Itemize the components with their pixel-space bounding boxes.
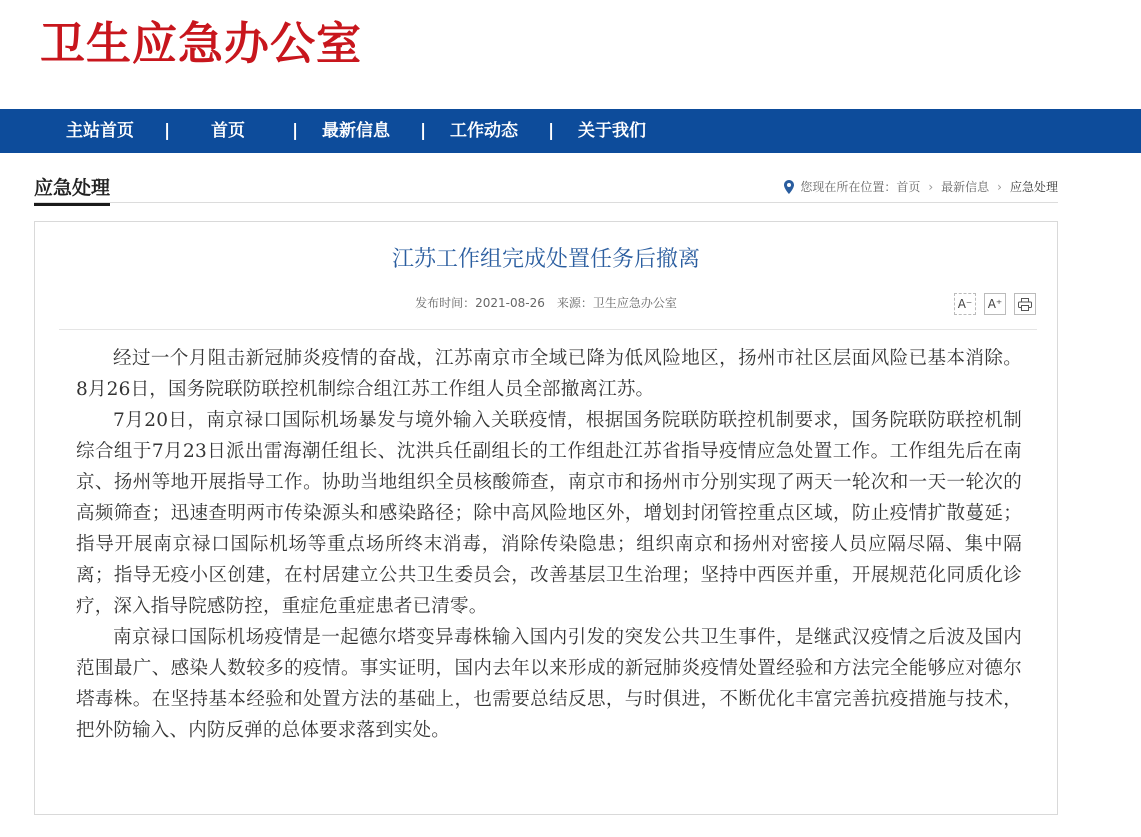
font-larger-button[interactable] — [984, 293, 1006, 315]
breadcrumb-current: 应急处理 — [1009, 180, 1058, 194]
article-body — [76, 343, 1022, 746]
breadcrumb-chevron-icon: › — [928, 179, 934, 194]
breadcrumb-link-home[interactable]: 首页 — [896, 180, 921, 194]
nav-item-home[interactable]: 首页 — [211, 121, 245, 141]
font-larger-icon: A⁺ — [987, 297, 1003, 311]
nav-item-main-home[interactable]: 主站首页 — [66, 121, 134, 141]
print-button[interactable] — [1014, 293, 1036, 315]
publish-date-label: 发布时间： — [415, 296, 476, 310]
article-container — [34, 221, 1058, 815]
article-title: 江苏工作组完成处置任务后撤离 — [391, 247, 700, 272]
article-paragraph: 经过一个月阻击新冠肺炎疫情的奋战，江苏南京市全域已降为低风险地区，扬州市社区层面风险已基本消除。8月26日，国务院联防联控机制综合组江苏工作组人员全部撤离江苏。 — [76, 348, 1022, 400]
main-nav — [0, 109, 1141, 153]
nav-list: 主站首页 | 首页 | 最新信息 | 工作动态 | 关于我们 — [36, 109, 676, 153]
printer-icon — [1018, 298, 1032, 311]
breadcrumb — [784, 178, 1058, 195]
nav-item-about-us[interactable]: 关于我们 — [578, 121, 646, 141]
site-logo[interactable]: 卫生应急办公室 — [40, 17, 363, 70]
source-value: 卫生应急办公室 — [592, 296, 677, 310]
nav-item-work-updates[interactable]: 工作动态 — [450, 121, 518, 141]
breadcrumb-chevron-icon: › — [997, 179, 1002, 194]
breadcrumb-link-latest-news[interactable]: 最新信息 — [941, 180, 990, 194]
article-paragraph: 7月20日，南京禄口国际机场暴发与境外输入关联疫情，根据国务院联防联控机制要求，国务院联防联控机制综合组于7月23日派出雷海潮任组长、沈洪兵任副组长的工作组赴江苏省指导疫情应急处置工作。工作组先后在南京、扬州等地开展指导工作。协助当地组织全员核酸筛查，南京市和扬州市分别实现了两天一轮次和一天一轮次的高频筛查；迅速查明两市传染源头和感染路径；除中高风险地区外，增划封闭管控重点区域，防止疫情扩散蔓延；指导开展南京禄口国际机场等重点场所终末消毒，消除传染隐患；组织南京和扬州对密接人员应隔尽隔、集中隔离；指导无疫小区创建，在村居建立公共卫生委员会，改善基层卫生治理；坚持中西医并重，开展规范化同质化诊疗，深入指导院感防控，重症危重症患者已清零。 — [76, 410, 1022, 617]
publish-date: 2021-08-26 — [475, 296, 545, 310]
source-label: 来源： — [556, 296, 593, 310]
site-header — [0, 0, 1141, 109]
nav-item-latest-news[interactable]: 最新信息 — [322, 121, 390, 141]
breadcrumb-prefix: 您现在所在位置： — [800, 180, 897, 194]
article-paragraph: 南京禄口国际机场疫情是一起德尔塔变异毒株输入国内引发的突发公共卫生事件，是继武汉疫情之后波及国内范围最广、感染人数较多的疫情。事实证明，国内去年以来形成的新冠肺炎疫情处置经验和方法完全能够应对德尔塔毒株。在坚持基本经验和处置方法的基础上，也需要总结反思，与时俱进，不断优化丰富完善抗疫措施与技术，把外防输入、内防反弹的总体要求落到实处。 — [76, 627, 1022, 741]
location-pin-icon — [784, 180, 794, 194]
section-bar — [34, 170, 1058, 203]
article-tools — [954, 293, 1036, 315]
font-smaller-icon: A⁻ — [957, 297, 973, 311]
section-title: 应急处理 — [34, 176, 110, 206]
font-smaller-button[interactable] — [954, 293, 976, 315]
article-divider — [59, 329, 1037, 330]
article-meta — [35, 294, 1057, 311]
